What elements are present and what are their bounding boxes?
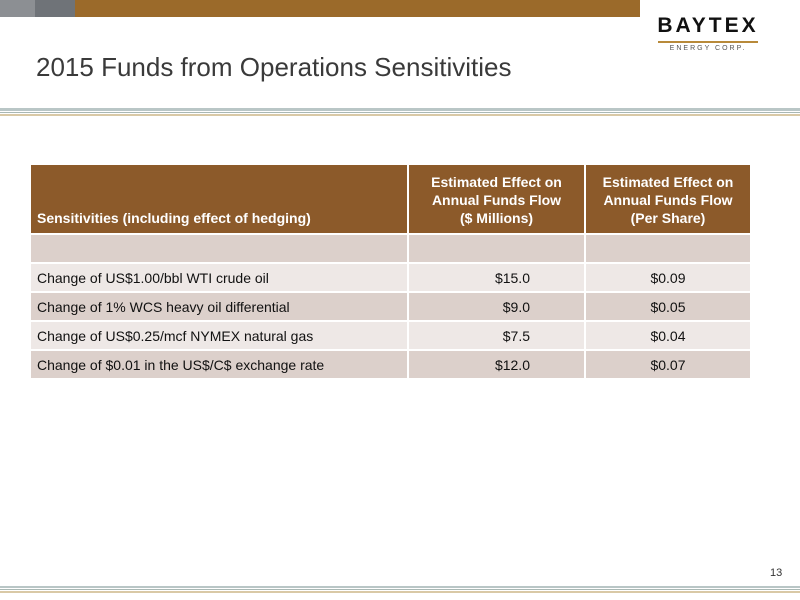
title-divider-line xyxy=(0,112,800,113)
top-bar-segment-brown xyxy=(75,0,640,17)
page-number: 13 xyxy=(770,567,783,579)
row-millions: $12.0 xyxy=(409,351,584,378)
row-label: Change of US$0.25/mcf NYMEX natural gas xyxy=(31,322,407,349)
logo-tagline: ENERGY CORP. xyxy=(669,45,747,52)
footer-divider-line xyxy=(0,591,800,593)
header-per-share-line: (Per Share) xyxy=(630,210,706,226)
title-divider-line xyxy=(0,108,800,111)
header-sensitivity: Sensitivities (including effect of hedging) xyxy=(31,165,407,233)
row-label: Change of $0.01 in the US$/C$ exchange rate xyxy=(31,351,407,378)
row-millions: $7.5 xyxy=(409,322,584,349)
top-color-bar xyxy=(0,0,640,17)
row-millions: $15.0 xyxy=(409,264,584,291)
company-logo xyxy=(648,8,768,60)
logo-rule xyxy=(658,41,758,43)
header-millions-line: Estimated Effect on xyxy=(431,174,562,190)
table-row xyxy=(31,322,750,349)
table-row xyxy=(31,351,750,378)
table-row xyxy=(31,235,750,262)
slide-title: 2015 Funds from Operations Sensitivities xyxy=(36,52,512,82)
row-millions xyxy=(409,235,584,262)
row-per-share: $0.05 xyxy=(586,293,750,320)
title-divider-line xyxy=(0,114,800,116)
table-row xyxy=(31,264,750,291)
header-per-share xyxy=(586,165,750,233)
row-label: Change of US$1.00/bbl WTI crude oil xyxy=(31,264,407,291)
row-per-share: $0.07 xyxy=(586,351,750,378)
sensitivities-table xyxy=(29,163,752,380)
header-per-share-line: Estimated Effect on xyxy=(602,174,734,190)
header-millions xyxy=(409,165,584,233)
logo-wordmark: BAYTEX xyxy=(657,14,759,37)
header-per-share-line: Annual Funds Flow xyxy=(603,192,733,208)
header-millions-line: Annual Funds Flow xyxy=(431,192,562,208)
top-bar-segment-dark-gray xyxy=(35,0,75,17)
row-per-share xyxy=(586,235,750,262)
top-bar-segment-gray xyxy=(0,0,35,17)
header-millions-line: ($ Millions) xyxy=(459,210,534,226)
row-millions: $9.0 xyxy=(409,293,584,320)
row-per-share: $0.09 xyxy=(586,264,750,291)
row-label: Change of 1% WCS heavy oil differential xyxy=(31,293,407,320)
footer-divider-line xyxy=(0,589,800,590)
table-header-row xyxy=(31,165,750,233)
row-per-share: $0.04 xyxy=(586,322,750,349)
table-row xyxy=(31,293,750,320)
row-label xyxy=(31,235,407,262)
footer-divider-line xyxy=(0,586,800,588)
